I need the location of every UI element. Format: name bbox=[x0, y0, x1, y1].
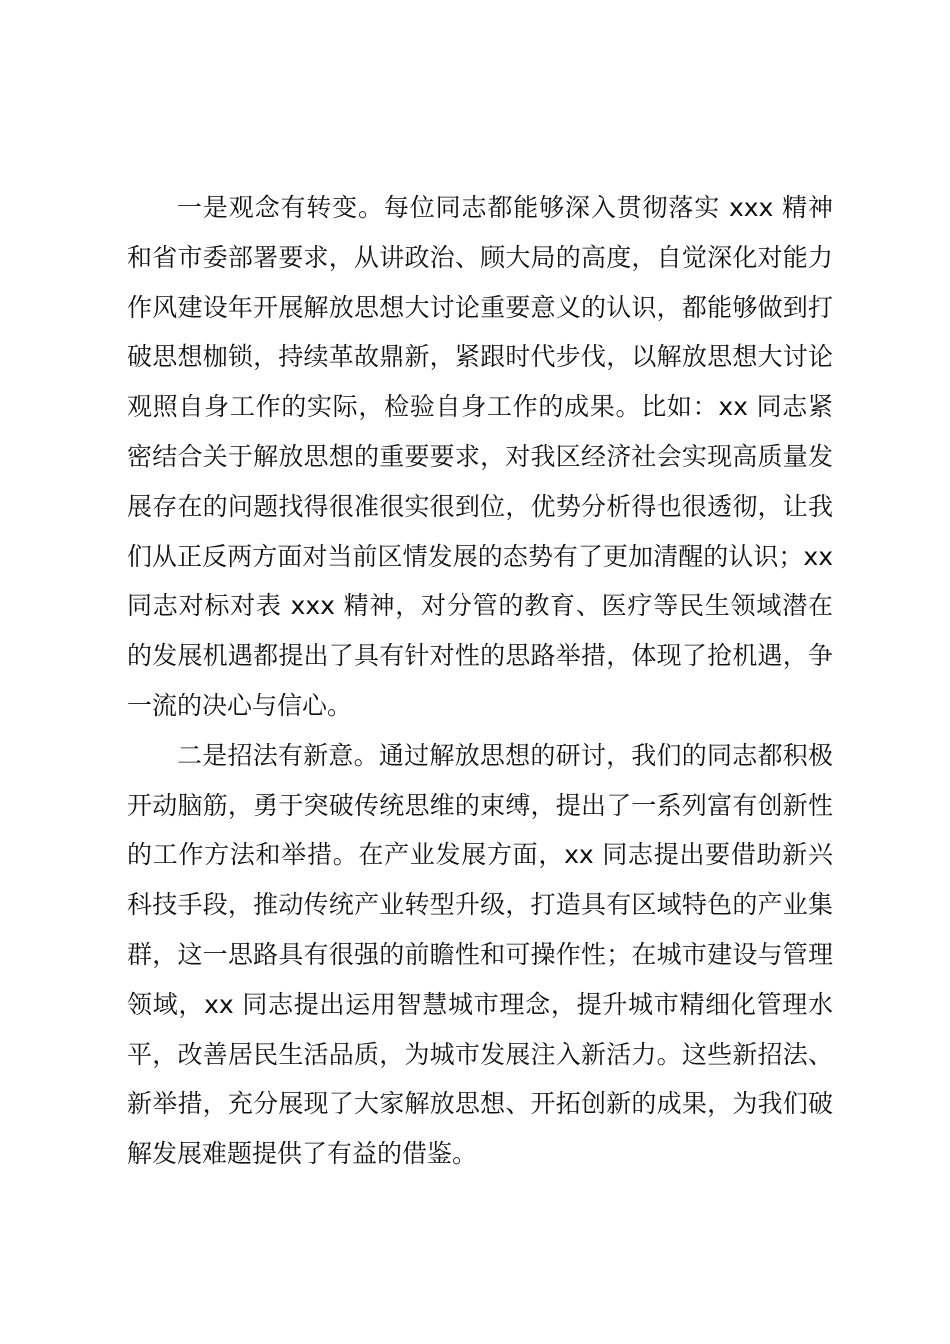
document-body bbox=[127, 183, 833, 1179]
paragraph-concept-change: 一是观念有转变。每位同志都能够深入贯彻落实 xxx 精神和省市委部署要求，从讲政治、顾大局的高度，自觉深化对能力作风建设年开展解放思想大讨论重要意义的认识，都能够做到打破思想枷锁，持续革故鼎新，紧跟时代步伐，以解放思想大讨论观照自身工作的实际，检验自身工作的成果。比如：xx 同志紧密结合关于解放思想的重要要求，对我区经济社会实现高质量发展存在的问题找得很准很实很到位，优势分析得也很透彻，让我们从正反两方面对当前区情发展的态势有了更加清醒的认识；xx 同志对标对表 xxx 精神，对分管的教育、医疗等民生领域潜在的发展机遇都提出了具有针对性的思路举措，体现了抢机遇，争一流的决心与信心。 bbox=[127, 193, 833, 720]
paragraph-new-methods: 二是招法有新意。通过解放思想的研讨，我们的同志都积极开动脑筋，勇于突破传统思维的束缚，提出了一系列富有创新性的工作方法和举措。在产业发展方面，xx 同志提出要借助新兴科技手段，推动传统产业转型升级，打造具有区域特色的产业集群，这一思路具有很强的前瞻性和可操作性；在城市建设与管理领域，xx 同志提出运用智慧城市理念，提升城市精细化管理水平，改善居民生活品质，为城市发展注入新活力。这些新招法、新举措，充分展现了大家解放思想、开拓创新的成果，为我们破解发展难题提供了有益的借鉴。 bbox=[127, 740, 833, 1169]
